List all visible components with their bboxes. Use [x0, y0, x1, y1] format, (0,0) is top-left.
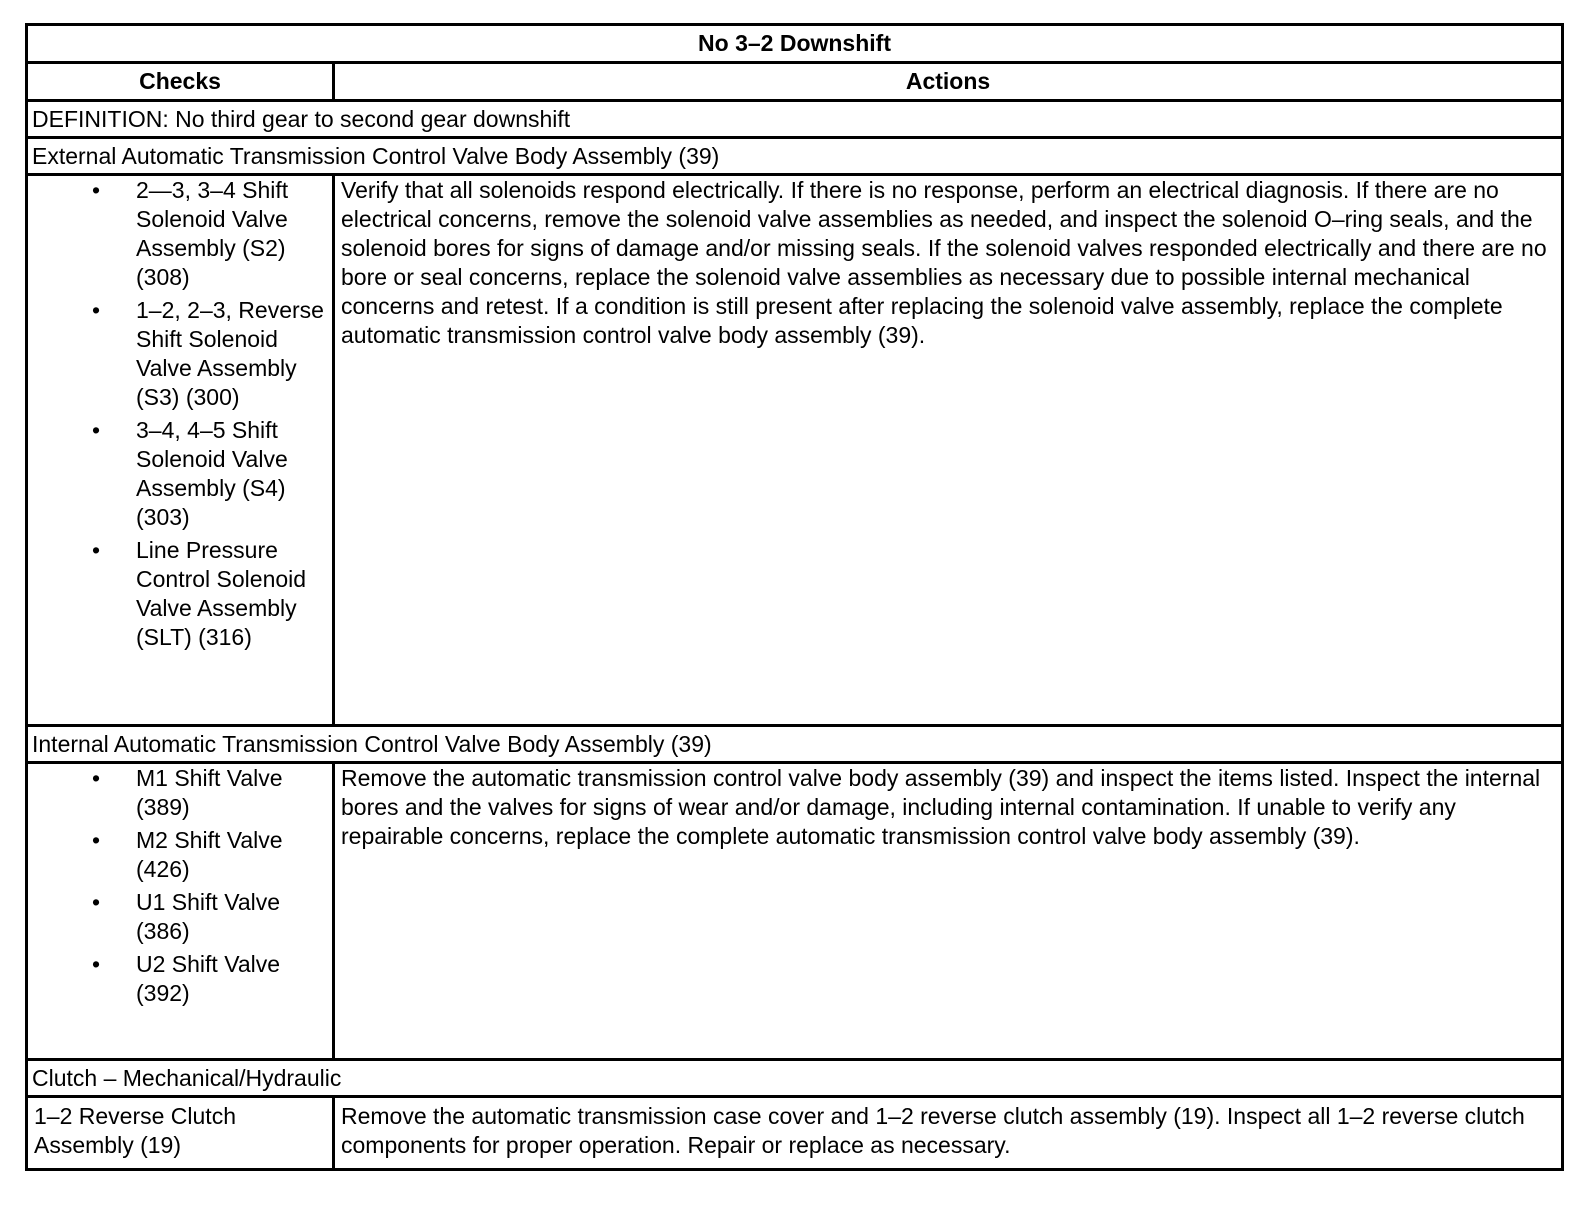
list-item: [34, 176, 326, 292]
list-item: [34, 296, 326, 412]
check-item-text: 1–2, 2–3, Reverse Shift Solenoid Valve Assembly (S3) (300): [136, 297, 324, 410]
check-item-text: U2 Shift Valve (392): [136, 951, 281, 1006]
check-item-text: M2 Shift Valve (426): [136, 827, 283, 882]
check-item-text: 2—3, 3–4 Shift Solenoid Valve Assembly (S2) (308): [136, 177, 289, 290]
definition-row: [27, 101, 1563, 138]
action-cell: Verify that all solenoids respond electrically. If there is no response, perform an electrical diagnosis. If there are no electrical concerns, remove the solenoid valve assemblies as needed, and inspect the solenoid O–ring seals, and the solenoid bores for signs of damage and/or missing seals. If the solenoid valves responded electrically and there are no bore or seal concerns, replace the solenoid valve assemblies as necessary due to possible internal mechanical concerns and retest. If a condition is still present after replacing the solenoid valve assembly, replace the complete automatic transmission control valve body assembly (39).: [334, 175, 1563, 726]
table-row: [27, 175, 1563, 726]
check-item-text: 3–4, 4–5 Shift Solenoid Valve Assembly (S4) (303): [136, 417, 288, 530]
checks-list: [34, 764, 326, 1008]
list-item: [34, 764, 326, 822]
section-heading-clutch: Clutch – Mechanical/Hydraulic: [27, 1060, 1563, 1097]
bullet-icon: •: [91, 889, 101, 915]
table-row: [27, 763, 1563, 1060]
checks-cell: 1–2 Reverse Clutch Assembly (19): [27, 1097, 334, 1170]
diagnostic-table: [25, 23, 1564, 1171]
checks-cell: [27, 763, 334, 1060]
section-heading-row: [27, 1060, 1563, 1097]
list-item: [34, 536, 326, 652]
bullet-icon: •: [91, 827, 101, 853]
bullet-icon: •: [91, 417, 101, 443]
check-item-text: M1 Shift Valve (389): [136, 765, 283, 820]
table-title: No 3–2 Downshift: [27, 25, 1563, 63]
section-heading-row: [27, 138, 1563, 175]
action-cell: Remove the automatic transmission control valve body assembly (39) and inspect the items listed. Inspect the internal bores and the valves for signs of wear and/or damage, including internal contamination. If unable to verify any repairable concerns, replace the complete automatic transmission control valve body assembly (39).: [334, 763, 1563, 1060]
list-item: [34, 950, 326, 1008]
table-header-row: [27, 63, 1563, 101]
bullet-icon: •: [91, 765, 101, 791]
checks-list: [34, 176, 326, 652]
bullet-icon: •: [91, 177, 101, 203]
list-item: [34, 826, 326, 884]
section-heading-external: External Automatic Transmission Control Valve Body Assembly (39): [27, 138, 1563, 175]
table-row: [27, 1097, 1563, 1170]
bullet-icon: •: [91, 951, 101, 977]
check-item-text: Line Pressure Control Solenoid Valve Assembly (SLT) (316): [136, 537, 307, 650]
column-header-actions: Actions: [334, 63, 1563, 101]
list-item: [34, 416, 326, 532]
list-item: [34, 888, 326, 946]
table-title-row: [27, 25, 1563, 63]
definition-text: DEFINITION: No third gear to second gear downshift: [27, 101, 1563, 138]
bullet-icon: •: [91, 537, 101, 563]
section-heading-internal: Internal Automatic Transmission Control Valve Body Assembly (39): [27, 726, 1563, 763]
bullet-icon: •: [91, 297, 101, 323]
check-item-text: U1 Shift Valve (386): [136, 889, 281, 944]
section-heading-row: [27, 726, 1563, 763]
column-header-checks: Checks: [27, 63, 334, 101]
action-cell: Remove the automatic transmission case cover and 1–2 reverse clutch assembly (19). Inspect all 1–2 reverse clutch components for proper operation. Repair or replace as necessary.: [334, 1097, 1563, 1170]
checks-cell: [27, 175, 334, 726]
